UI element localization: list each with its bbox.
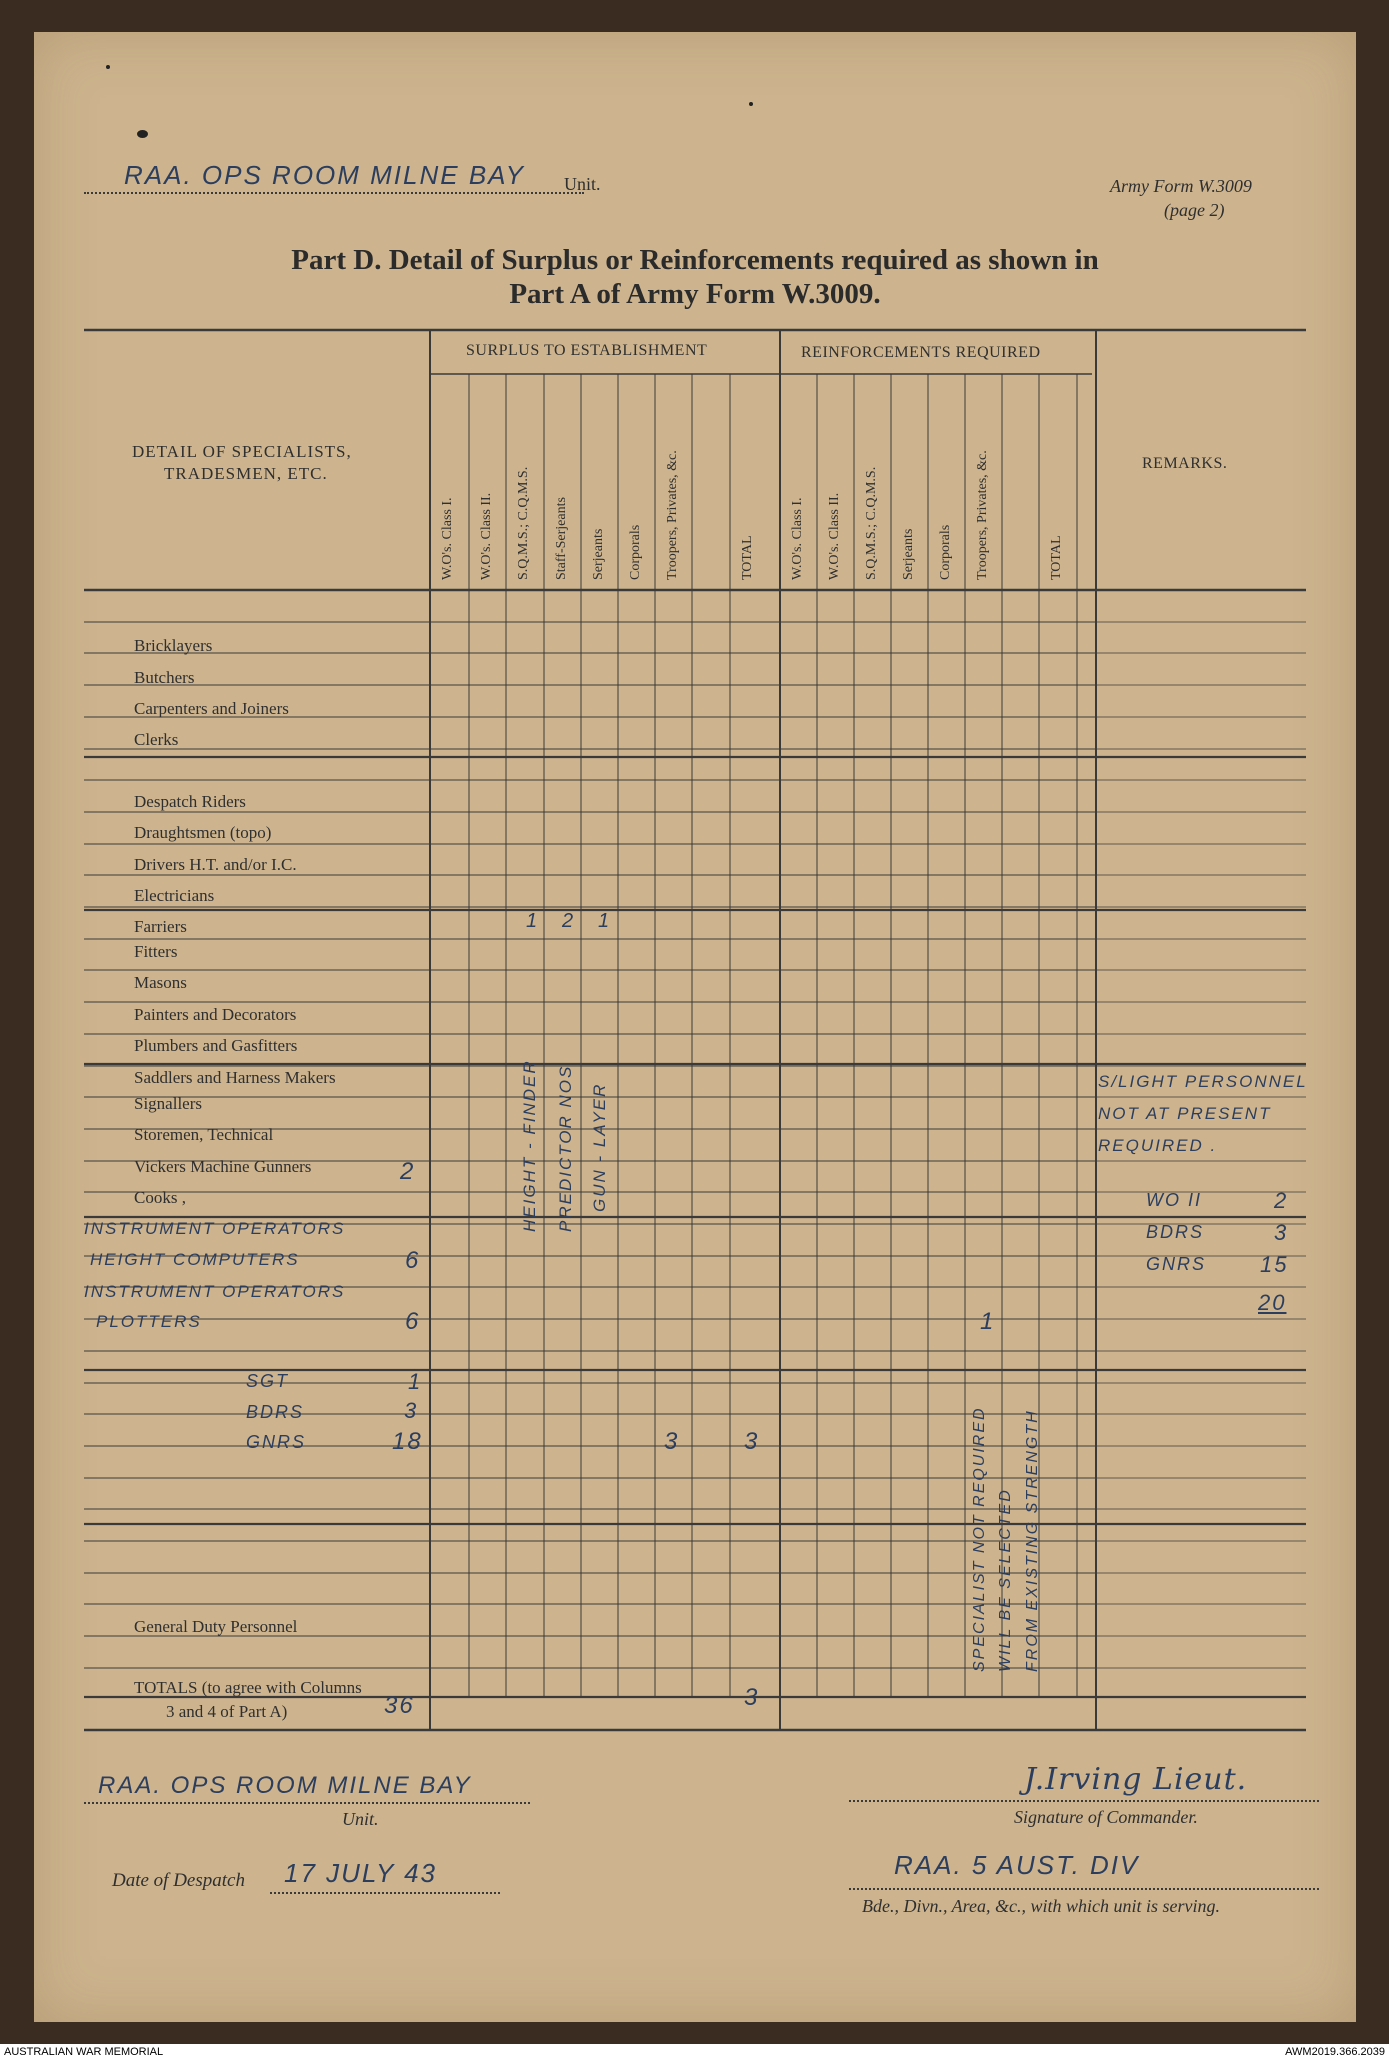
totals-surplus: 3: [744, 1684, 760, 1711]
row-label: Drivers H.T. and/or I.C.: [134, 855, 297, 874]
surplus-column-header: Corporals: [628, 524, 643, 580]
footer-unit-label: Unit.: [342, 1809, 379, 1829]
surplus-column-header: TOTAL: [740, 535, 755, 580]
signature-label: Signature of Commander.: [1014, 1807, 1198, 1827]
unit-header-label: Unit.: [564, 174, 601, 194]
row-label: Saddlers and Harness Makers: [134, 1068, 336, 1087]
bde-handwritten: RAA. 5 AUST. DIV: [894, 1850, 1140, 1880]
reinf-column-header: S.Q.M.S.; C.Q.M.S.: [864, 466, 879, 580]
footer-unit-handwritten: RAA. OPS ROOM MILNE BAY: [98, 1772, 472, 1799]
credits-strip: [0, 2044, 1389, 2061]
detail-heading-line1: DETAIL OF SPECIALISTS,: [132, 442, 352, 461]
vertical-reinf-3: FROM EXISTING STRENGTH: [1024, 1409, 1041, 1672]
remarks-bdrs: BDRS: [1146, 1222, 1205, 1242]
instrument-operators-1: INSTRUMENT OPERATORS: [84, 1219, 346, 1238]
reinforcements-heading: REINFORCEMENTS REQUIRED: [801, 344, 1041, 361]
date-of-despatch-label: Date of Despatch: [112, 1870, 245, 1891]
vertical-height-finder: HEIGHT - FINDER: [520, 1059, 539, 1232]
signature-dotline: [849, 1800, 1319, 1802]
totals-count: 36: [384, 1692, 415, 1719]
form-sheet: [34, 32, 1356, 2022]
date-of-despatch-value: 17 JULY 43: [284, 1858, 438, 1888]
reinf-column-header: TOTAL: [1049, 535, 1064, 580]
surplus-column-header: W.O's. Class I.: [440, 497, 455, 580]
remarks-total: 20: [1258, 1290, 1287, 1315]
gnrs-label: GNRS: [246, 1432, 307, 1452]
plotters-count: 6: [405, 1308, 421, 1335]
remarks-heading: REMARKS.: [1142, 455, 1228, 472]
fitters-sqms: 1: [526, 910, 540, 932]
totals-label-line1: TOTALS (to agree with Columns: [134, 1678, 362, 1697]
instrument-operators-2: INSTRUMENT OPERATORS: [84, 1282, 346, 1301]
row-label: Butchers: [134, 668, 195, 687]
reinf-column-header: Troopers, Privates, &c.: [975, 450, 990, 580]
surplus-column-header: Troopers, Privates, &c.: [665, 450, 680, 580]
sgt-count: 1: [408, 1369, 423, 1394]
row-label: Storemen, Technical: [134, 1125, 274, 1144]
form-title-line2: Part A of Army Form W.3009.: [509, 278, 881, 310]
general-duty-label: General Duty Personnel: [134, 1617, 298, 1636]
surplus-column-header: Serjeants: [591, 528, 606, 580]
page-number: (page 2): [1164, 200, 1225, 220]
row-label: Fitters: [134, 942, 178, 961]
remarks-line3: REQUIRED .: [1098, 1136, 1218, 1155]
reinf-column-header: Serjeants: [901, 528, 916, 580]
surplus-column-header: Staff-Serjeants: [554, 497, 569, 580]
plotters: PLOTTERS: [96, 1312, 202, 1331]
bde-dotline: [849, 1888, 1319, 1890]
gnrs-count: 18: [392, 1428, 423, 1455]
row-label: Farriers: [134, 917, 187, 936]
form-grid: [34, 32, 1356, 2022]
remarks-wo: WO II: [1146, 1190, 1202, 1210]
credits-right: AWM2019.366.2039: [1285, 2046, 1385, 2058]
sgt-label: SGT: [246, 1371, 290, 1391]
row-label: Clerks: [134, 730, 179, 749]
surplus-column-header: W.O's. Class II.: [479, 492, 494, 580]
totals-label-line2: 3 and 4 of Part A): [166, 1702, 288, 1721]
row-label: Electricians: [134, 886, 215, 905]
vertical-predictor-nos: PREDICTOR NOS: [556, 1064, 575, 1232]
date-dotline: [270, 1892, 500, 1894]
credits-left: AUSTRALIAN WAR MEMORIAL: [4, 2046, 164, 2058]
surplus-heading: SURPLUS TO ESTABLISHMENT: [466, 342, 708, 359]
bde-label: Bde., Divn., Area, &c., with which unit is serving.: [862, 1896, 1220, 1916]
row-label: Draughtsmen (topo): [134, 823, 272, 842]
bdrs-label: BDRS: [246, 1402, 305, 1422]
vertical-reinf-1: SPECIALIST NOT REQUIRED: [971, 1406, 988, 1672]
form-title-line1: Part D. Detail of Surplus or Reinforcements required as shown in: [291, 244, 1099, 276]
row-label: Bricklayers: [134, 636, 213, 655]
row-label: Cooks ,: [134, 1188, 186, 1207]
vertical-reinf-2: WILL BE SELECTED: [997, 1488, 1014, 1672]
commander-signature: J.Irving Lieut.: [1024, 1762, 1248, 1797]
row-label: Despatch Riders: [134, 792, 246, 811]
remarks-line1: S/LIGHT PERSONNEL: [1098, 1072, 1308, 1091]
cooks-count: 2: [400, 1158, 416, 1185]
remarks-line2: NOT AT PRESENT: [1098, 1104, 1272, 1123]
remarks-wo-count: 2: [1274, 1188, 1289, 1213]
row-label: Masons: [134, 973, 187, 992]
fitters-staff: 2: [562, 910, 576, 932]
row-label: Painters and Decorators: [134, 1005, 297, 1024]
gnrs-total: 3: [744, 1428, 760, 1455]
surplus-column-header: S.Q.M.S.; C.Q.M.S.: [516, 466, 531, 580]
reinf-column-header: W.O's. Class II.: [827, 492, 842, 580]
gnrs-troopers: 3: [664, 1428, 680, 1455]
fitters-serjeants: 1: [598, 910, 612, 932]
remarks-gnrs-count: 15: [1260, 1252, 1289, 1277]
height-computers-count: 6: [405, 1247, 421, 1274]
height-computers: HEIGHT COMPUTERS: [90, 1250, 300, 1269]
footer-unit-dotline: [84, 1802, 530, 1804]
row-label: Carpenters and Joiners: [134, 699, 289, 718]
plotters-reinforcement: 1: [980, 1308, 996, 1335]
vertical-gun-layer: GUN - LAYER: [590, 1082, 609, 1212]
army-form-number: Army Form W.3009: [1110, 176, 1252, 196]
row-label: Plumbers and Gasfitters: [134, 1036, 298, 1055]
detail-heading-line2: TRADESMEN, ETC.: [164, 464, 328, 483]
reinf-column-header: W.O's. Class I.: [790, 497, 805, 580]
reinf-column-header: Corporals: [938, 524, 953, 580]
unit-handwritten-header: RAA. OPS ROOM MILNE BAY: [124, 160, 525, 190]
remarks-bdrs-count: 3: [1274, 1220, 1289, 1245]
remarks-gnrs: GNRS: [1146, 1254, 1207, 1274]
row-label: Vickers Machine Gunners: [134, 1157, 312, 1176]
bdrs-count: 3: [404, 1398, 419, 1423]
row-label: Signallers: [134, 1094, 202, 1113]
